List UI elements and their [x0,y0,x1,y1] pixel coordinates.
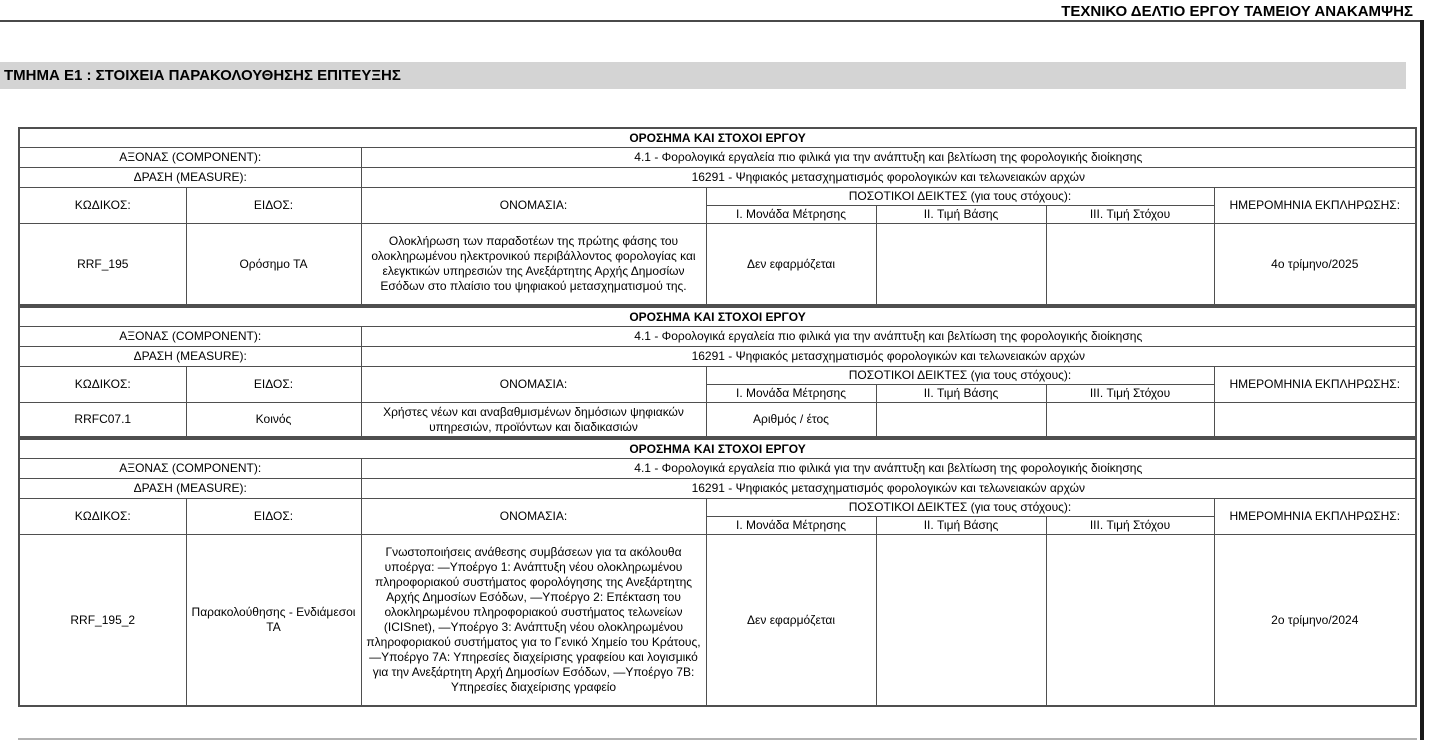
code-header: ΚΩΔΙΚΟΣ: [19,499,186,535]
target-value [1046,535,1214,707]
kind-header: ΕΙΔΟΣ: [186,499,361,535]
axis-value: 4.1 - Φορολογικά εργαλεία πιο φιλικά για την ανάπτυξη και βελτίωση της φορολογικής διοίκησης [361,327,1416,347]
unit-value: Δεν εφαρμόζεται [706,535,876,707]
milestones-table-1 [18,127,1417,306]
unit-header: I. Μονάδα Μέτρησης [706,517,876,535]
kind-header: ΕΙΔΟΣ: [186,367,361,403]
axis-value: 4.1 - Φορολογικά εργαλεία πιο φιλικά για την ανάπτυξη και βελτίωση της φορολογικής διοίκησης [361,148,1416,168]
milestones-tables [18,127,1415,707]
date-value: 2ο τρίμηνο/2024 [1214,535,1416,707]
base-header: II. Τιμή Βάσης [876,385,1046,403]
table-row [19,148,1416,168]
date-value: 4ο τρίμηνο/2025 [1214,224,1416,306]
table-header-row [19,367,1416,385]
table-row [19,347,1416,367]
name-value: Χρήστες νέων και αναβαθμισμένων δημόσιων ψηφιακών υπηρεσιών, προϊόντων και διαδικασιών [361,403,706,438]
base-value [876,535,1046,707]
date-value [1214,403,1416,438]
table-header-row [19,188,1416,206]
name-value: Ολοκλήρωση των παραδοτέων της πρώτης φάσης του ολοκληρωμένου ηλεκτρονικού περιβάλλοντος φορολογίας και ελεγκτικών υπηρεσιών της Ανεξάρτητης Αρχής Δημοσίων Εσόδων στο πλαίσιο του ψηφιακού μετασχηματισμού της. [361,224,706,306]
unit-header: I. Μονάδα Μέτρησης [706,385,876,403]
block-title: ΟΡΟΣΗΜΑ ΚΑΙ ΣΤΟΧΟΙ ΕΡΓΟΥ [19,307,1416,327]
page-right-edge [1420,20,1424,740]
table-data-row [19,224,1416,306]
measure-label: ΔΡΑΣΗ (MEASURE): [19,168,361,188]
milestones-table-2 [18,306,1417,438]
table-row [19,479,1416,499]
table-row [19,327,1416,347]
kind-value: Κοινός [186,403,361,438]
name-value: Γνωστοποιήσεις ανάθεσης συμβάσεων για τα ακόλουθα υποέργα: —Υποέργο 1: Ανάπτυξη νέου ολοκληρωμένου πληροφοριακού συστήματος φορολόγησης της Ανεξάρτητης Αρχής Δημοσίων Εσόδων, —Υποέργο 2: Επέκταση του ολοκληρωμένου πληροφοριακού συστήματος τελωνείων (ICISnet), —Υποέργο 3: Ανάπτυξη νέου ολοκληρωμένου πληροφοριακού συστήματος για το Γενικό Χημείο του Κράτους, —Υποέργο 7Α: Υπηρεσίες διαχείρισης γραφείου και λογισμικό για την Ανεξάρτητη Αρχή Δημοσίων Εσόδων, —Υποέργο 7Β: Υπηρεσίες διαχείρισης γραφείο [361,535,706,707]
milestones-table-3 [18,438,1417,707]
measure-label: ΔΡΑΣΗ (MEASURE): [19,479,361,499]
table-row [19,459,1416,479]
unit-value: Αριθμός / έτος [706,403,876,438]
date-header: ΗΜΕΡΟΜΗΝΙΑ ΕΚΠΛΗΡΩΣΗΣ: [1214,499,1416,535]
section-header-bar [0,62,1406,89]
target-header: III. Τιμή Στόχου [1046,206,1214,224]
code-value: RRFC07.1 [19,403,186,438]
measure-value: 16291 - Ψηφιακός μετασχηματισμός φορολογικών και τελωνειακών αρχών [361,168,1416,188]
target-header: III. Τιμή Στόχου [1046,385,1214,403]
code-value: RRF_195 [19,224,186,306]
name-header: ΟΝΟΜΑΣΙΑ: [361,499,706,535]
axis-label: ΑΞΟΝΑΣ (COMPONENT): [19,459,361,479]
target-value [1046,224,1214,306]
kind-header: ΕΙΔΟΣ: [186,188,361,224]
section-title: ΤΜΗΜΑ Ε1 : ΣΤΟΙΧΕΙΑ ΠΑΡΑΚΟΛΟΥΘΗΣΗΣ ΕΠΙΤΕΥΞΗΣ [4,67,401,84]
kind-value: Ορόσημο ΤΑ [186,224,361,306]
table-data-row [19,535,1416,707]
indicators-header: ΠΟΣΟΤΙΚΟΙ ΔΕΙΚΤΕΣ (για τους στόχους): [706,188,1214,206]
base-header: II. Τιμή Βάσης [876,206,1046,224]
axis-label: ΑΞΟΝΑΣ (COMPONENT): [19,148,361,168]
code-value: RRF_195_2 [19,535,186,707]
table-data-row [19,403,1416,438]
table-header-row [19,499,1416,517]
measure-label: ΔΡΑΣΗ (MEASURE): [19,347,361,367]
base-value [876,403,1046,438]
indicators-header: ΠΟΣΟΤΙΚΟΙ ΔΕΙΚΤΕΣ (για τους στόχους): [706,367,1214,385]
target-value [1046,403,1214,438]
base-value [876,224,1046,306]
unit-header: I. Μονάδα Μέτρησης [706,206,876,224]
axis-label: ΑΞΟΝΑΣ (COMPONENT): [19,327,361,347]
table-row [19,439,1416,459]
measure-value: 16291 - Ψηφιακός μετασχηματισμός φορολογικών και τελωνειακών αρχών [361,479,1416,499]
base-header: II. Τιμή Βάσης [876,517,1046,535]
target-header: III. Τιμή Στόχου [1046,517,1214,535]
measure-value: 16291 - Ψηφιακός μετασχηματισμός φορολογικών και τελωνειακών αρχών [361,347,1416,367]
code-header: ΚΩΔΙΚΟΣ: [19,188,186,224]
axis-value: 4.1 - Φορολογικά εργαλεία πιο φιλικά για την ανάπτυξη και βελτίωση της φορολογικής διοίκησης [361,459,1416,479]
code-header: ΚΩΔΙΚΟΣ: [19,367,186,403]
date-header: ΗΜΕΡΟΜΗΝΙΑ ΕΚΠΛΗΡΩΣΗΣ: [1214,188,1416,224]
date-header: ΗΜΕΡΟΜΗΝΙΑ ΕΚΠΛΗΡΩΣΗΣ: [1214,367,1416,403]
block-title: ΟΡΟΣΗΜΑ ΚΑΙ ΣΤΟΧΟΙ ΕΡΓΟΥ [19,439,1416,459]
name-header: ΟΝΟΜΑΣΙΑ: [361,367,706,403]
page-title: ΤΕΧΝΙΚΟ ΔΕΛΤΙΟ ΕΡΓΟΥ ΤΑΜΕΙΟΥ ΑΝΑΚΑΜΨΗΣ [1061,3,1413,20]
table-row [19,168,1416,188]
kind-value: Παρακολούθησης - Ενδιάμεσοι ΤΑ [186,535,361,707]
name-header: ΟΝΟΜΑΣΙΑ: [361,188,706,224]
indicators-header: ΠΟΣΟΤΙΚΟΙ ΔΕΙΚΤΕΣ (για τους στόχους): [706,499,1214,517]
table-row [19,128,1416,148]
block-title: ΟΡΟΣΗΜΑ ΚΑΙ ΣΤΟΧΟΙ ΕΡΓΟΥ [19,128,1416,148]
table-row [19,307,1416,327]
title-underline [0,20,1421,22]
unit-value: Δεν εφαρμόζεται [706,224,876,306]
